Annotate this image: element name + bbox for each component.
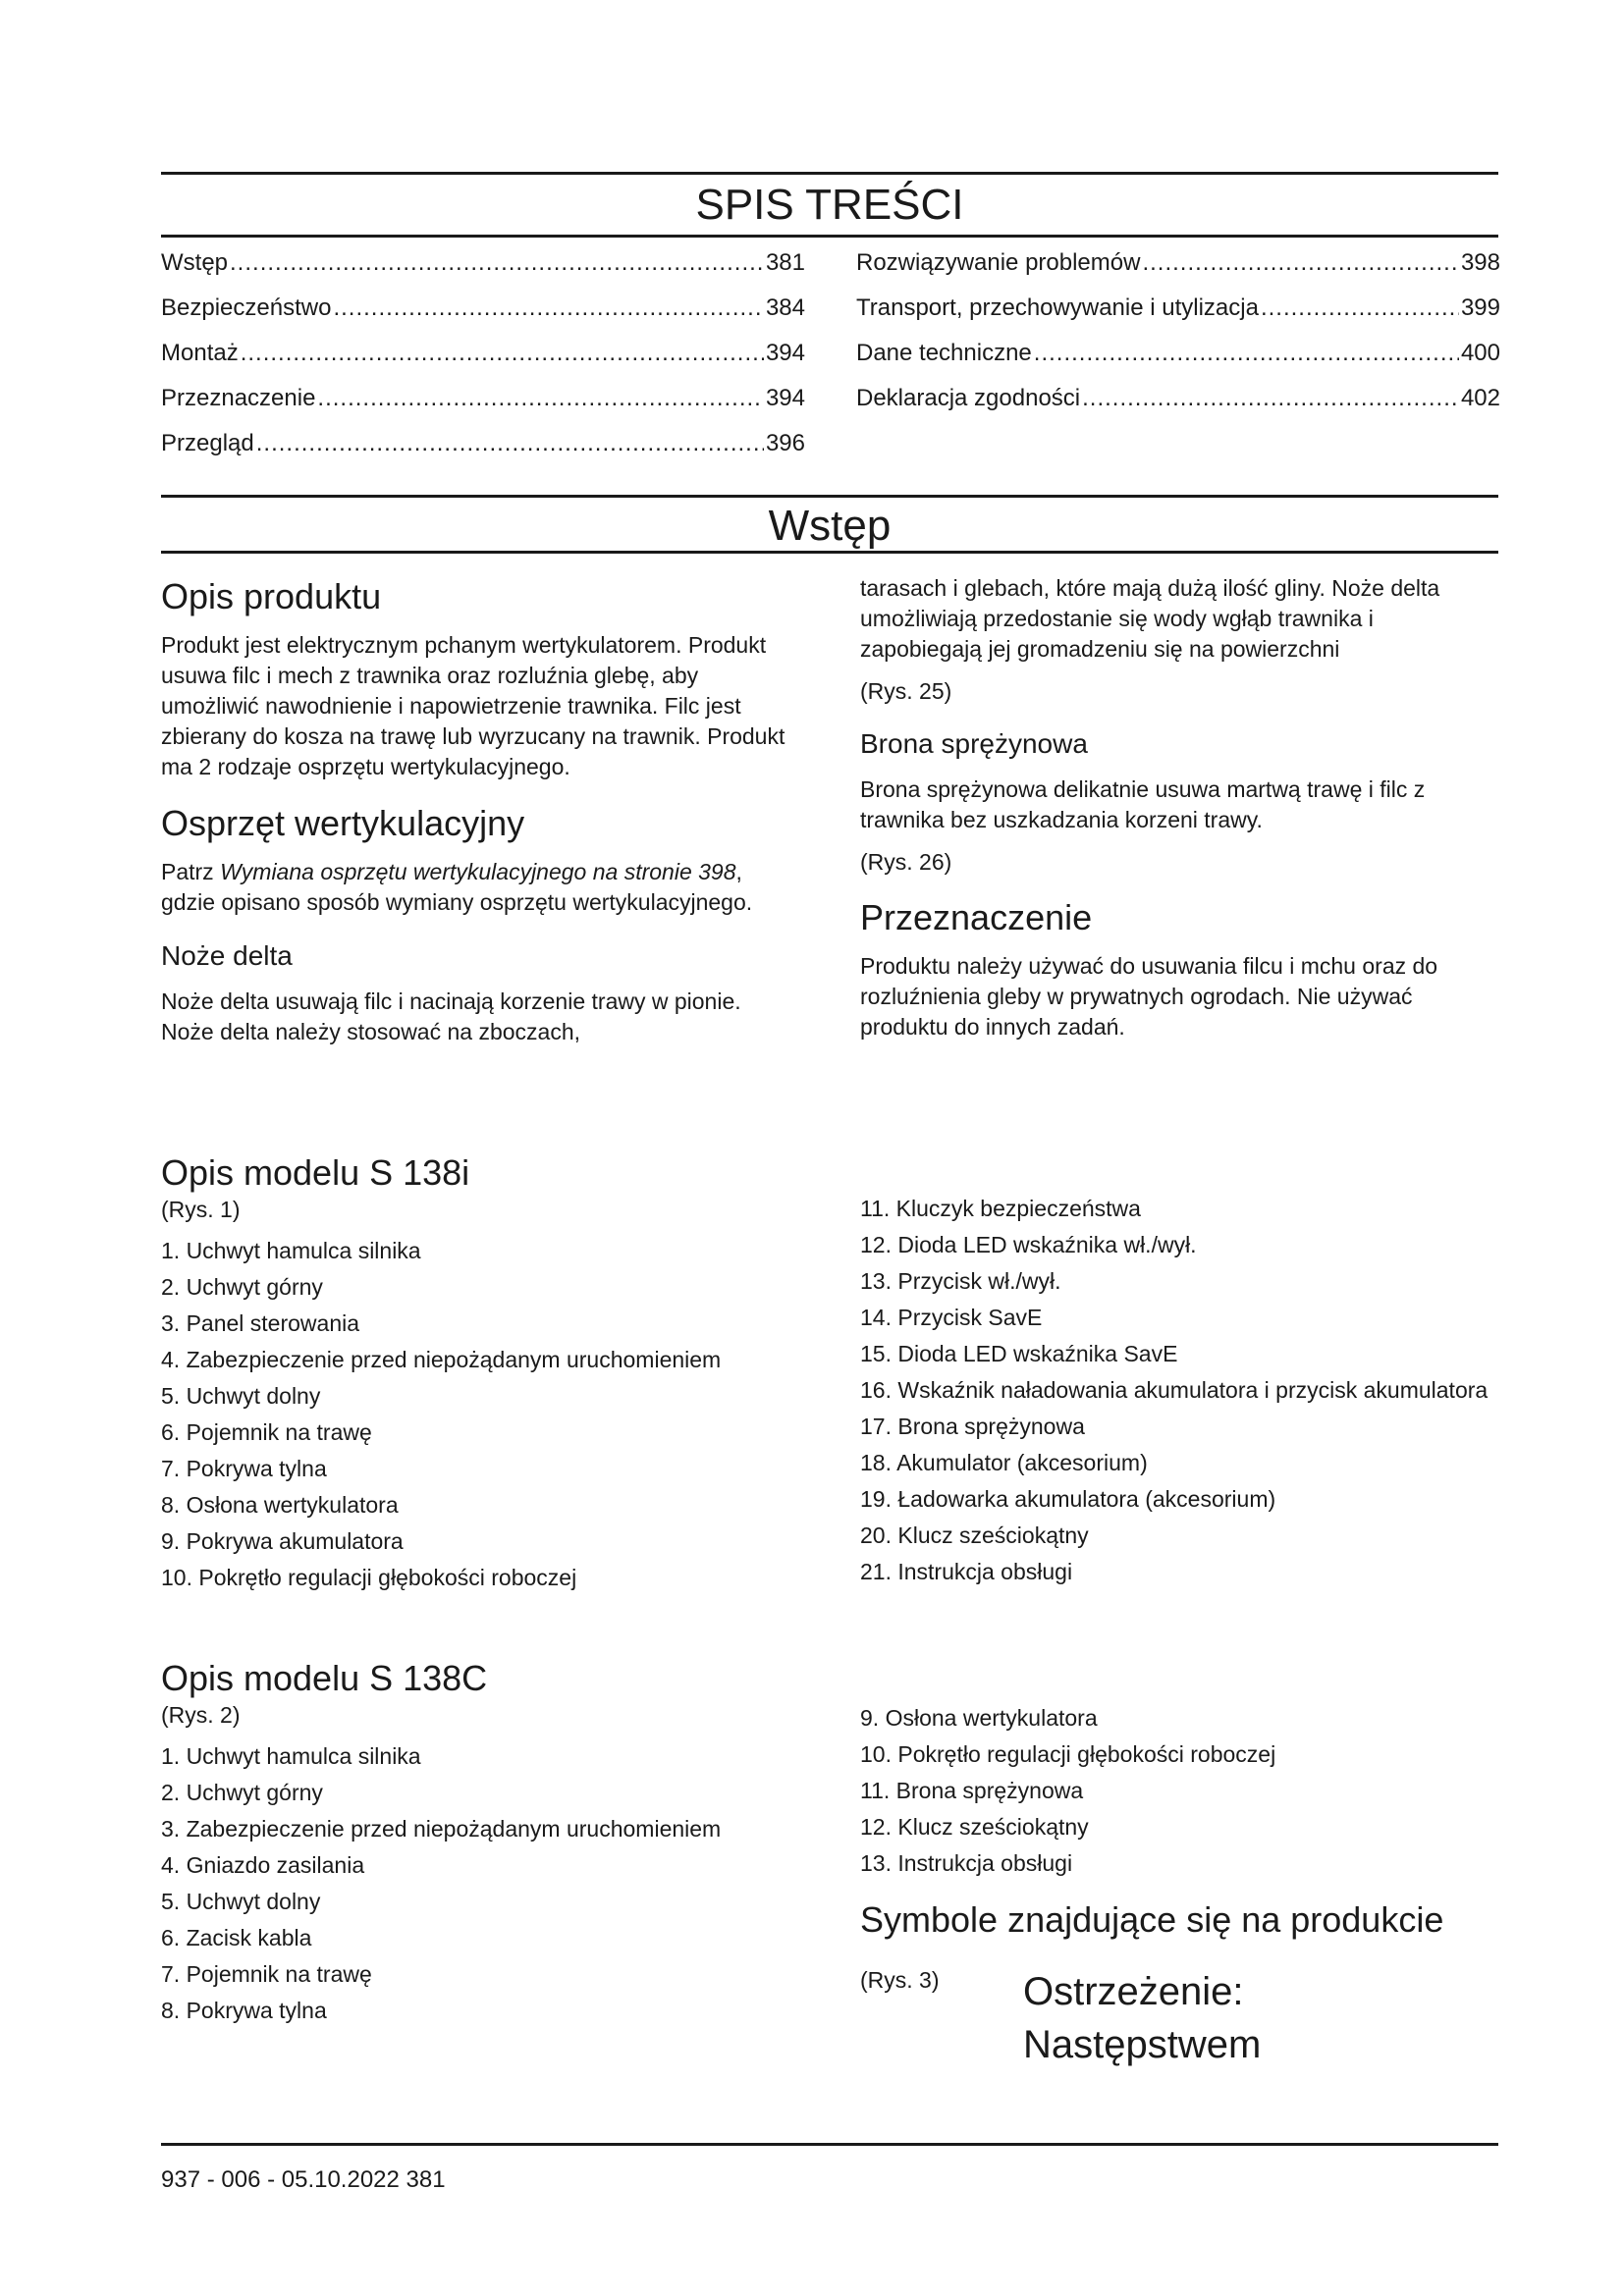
accessories-heading: Osprzęt wertykulacyjny [161,803,525,843]
purpose-text: Produktu należy używać do usuwania filcu i mchu oraz do rozluźnienia gleby w prywatnych ogrodach. Nie używać produktu do innych zadań. [860,953,1438,1040]
intro-right-column [860,573,1498,1042]
toc-bottom-rule [161,235,1498,238]
list-item: 3. Panel sterowania [161,1310,360,1336]
model-i-left [161,1151,789,1599]
list-item: 11. Kluczyk bezpieczeństwa [860,1196,1141,1221]
accessories-text: Patrz Wymiana osprzętu wertykulacyjnego na stronie 398, gdzie opisano sposób wymiany osprzętu wertykulacyjnego. [161,859,753,915]
list-item: 2. Uchwyt górny [161,1780,323,1805]
list-item: 9. Osłona wertykulatora [860,1705,1098,1731]
toc-entry[interactable]: Transport, przechowywanie i utylizacja ..... 399 [856,294,1500,340]
list-item: 5. Uchwyt dolny [161,1383,321,1409]
page-number: 381 [406,2166,446,2193]
list-item: 4. Gniazdo zasilania [161,1852,365,1878]
list-item: 11. Brona sprężynowa [860,1778,1084,1803]
spring-ref: (Rys. 26) [860,849,952,875]
accessories-link[interactable]: Wymiana osprzętu wertykulacyjnego na stronie 398 [220,859,736,884]
symbols-heading: Symbole znajdujące się na produkcie [860,1899,1444,1940]
spring-text: Brona sprężynowa delikatnie usuwa martwą trawę i filc z trawnika bez uszkadzania korzeni trawy. [860,776,1426,832]
symbols-ref: (Rys. 3) [860,1967,940,1993]
model-c-list-left [161,1741,789,2025]
toc-entry[interactable]: Przeznaczenie ..... 394 [161,385,805,430]
symbol-row [860,1965,1498,2071]
list-item: 13. Instrukcja obsługi [860,1850,1073,1876]
list-item: 2. Uchwyt górny [161,1274,323,1300]
delta-ref: (Rys. 25) [860,678,952,704]
list-item: 12. Klucz sześciokątny [860,1814,1089,1840]
toc-entry[interactable]: Bezpieczeństwo ..... 384 [161,294,805,340]
product-desc-text: Produkt jest elektrycznym pchanym wertykulatorem. Produkt usuwa filc i mech z trawnika oraz rozluźnia glebę, aby umożliwić nawodnienie i napowietrzenie trawnika. Filc jest zbierany do kosza na trawę lub wyrzucany na trawnik. Produkt ma 2 rodzaje osprzętu wertykulacyjnego. [161,632,785,779]
toc-left-column [161,249,805,475]
delta-heading: Noże delta [161,940,293,971]
list-item: 6. Zacisk kabla [161,1925,312,1950]
list-item: 13. Przycisk wł./wył. [860,1268,1061,1294]
model-i-list-right [860,1194,1498,1586]
toc-entry[interactable]: Rozwiązywanie problemów ..... 398 [856,249,1500,294]
list-item: 7. Pokrywa tylna [161,1456,327,1481]
list-item: 1. Uchwyt hamulca silnika [161,1238,421,1263]
warning-text: Ostrzeżenie: Następstwem [1023,1970,1262,2066]
list-item: 10. Pokrętło regulacji głębokości roboczej [161,1565,577,1590]
list-item: 8. Osłona wertykulatora [161,1492,399,1518]
intro-bottom-rule [161,551,1498,554]
toc-entry[interactable]: Montaż ..... 394 [161,340,805,385]
model-i-heading: Opis modelu S 138i [161,1152,470,1193]
intro-top-rule [161,495,1498,498]
toc-right-column [856,249,1500,430]
list-item: 17. Brona sprężynowa [860,1414,1085,1439]
list-item: 1. Uchwyt hamulca silnika [161,1743,421,1769]
delta-text-left: Noże delta usuwają filc i nacinają korzenie trawy w pionie. Noże delta należy stosować na zboczach, [161,988,741,1044]
list-item: 18. Akumulator (akcesorium) [860,1450,1148,1475]
list-item: 16. Wskaźnik naładowania akumulatora i przycisk akumulatora [860,1377,1489,1403]
document-code: 937 - 006 - 05.10.2022 [161,2166,400,2193]
list-item: 15. Dioda LED wskaźnika SavE [860,1341,1178,1366]
footer-rule [161,2143,1498,2146]
model-i-right [860,1194,1498,1593]
intro-title: Wstęp [768,502,892,550]
list-item: 21. Instrukcja obsługi [860,1559,1073,1584]
page-footer [161,2166,446,2194]
model-c-list-right [860,1703,1498,1878]
model-c-heading: Opis modelu S 138C [161,1658,488,1698]
list-item: 12. Dioda LED wskaźnika wł./wył. [860,1232,1197,1257]
toc-top-rule [161,172,1498,175]
list-item: 4. Zabezpieczenie przed niepożądanym uruchomieniem [161,1347,722,1372]
list-item: 6. Pojemnik na trawę [161,1419,372,1445]
spring-heading: Brona sprężynowa [860,728,1088,759]
model-i-list-left [161,1236,789,1592]
model-i-ref: (Rys. 1) [161,1197,241,1222]
model-c-right [860,1703,1498,2071]
model-c-left [161,1657,789,2032]
intro-left-column [161,575,789,1047]
toc-entry[interactable]: Deklaracja zgodności ..... 402 [856,385,1500,430]
toc-entry[interactable]: Wstęp ..... 381 [161,249,805,294]
list-item: 7. Pojemnik na trawę [161,1961,372,1987]
toc-entry[interactable]: Przegląd ..... 396 [161,430,805,475]
list-item: 19. Ładowarka akumulatora (akcesorium) [860,1486,1276,1512]
toc-title: SPIS TREŚCI [695,181,964,229]
list-item: 3. Zabezpieczenie przed niepożądanym uruchomieniem [161,1816,722,1842]
list-item: 10. Pokrętło regulacji głębokości roboczej [860,1741,1276,1767]
toc-entry[interactable]: Dane techniczne ..... 400 [856,340,1500,385]
list-item: 5. Uchwyt dolny [161,1889,321,1914]
list-item: 8. Pokrywa tylna [161,1998,327,2023]
list-item: 9. Pokrywa akumulatora [161,1528,404,1554]
product-desc-heading: Opis produktu [161,576,382,616]
delta-text-right: tarasach i glebach, które mają dużą ilość gliny. Noże delta umożliwiają przedostanie się wody wgłąb trawnika i zapobiegają jej gromadzeniu się na powierzchni [860,575,1440,662]
purpose-heading: Przeznaczenie [860,897,1093,937]
list-item: 20. Klucz sześciokątny [860,1522,1089,1548]
model-c-ref: (Rys. 2) [161,1702,241,1728]
list-item: 14. Przycisk SavE [860,1305,1043,1330]
